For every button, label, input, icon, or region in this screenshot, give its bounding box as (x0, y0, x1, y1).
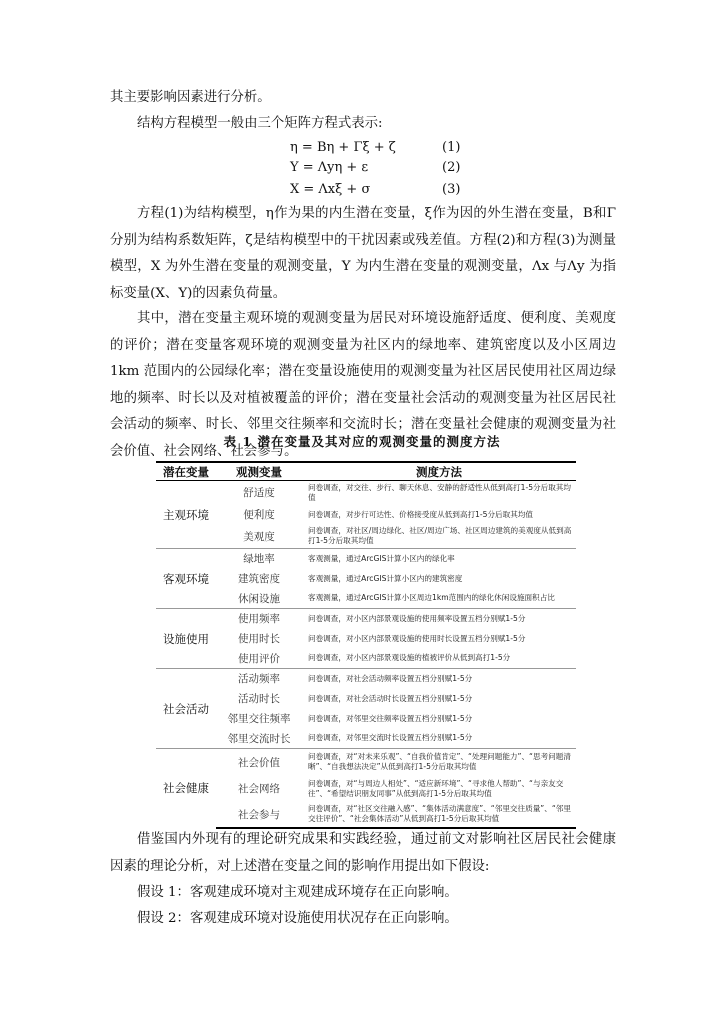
observed-cell: 绿地率 (216, 549, 302, 569)
table-row (156, 729, 576, 749)
table-row (156, 802, 576, 828)
observed-cell: 社会参与 (216, 802, 302, 828)
method-cell: 问卷调查，对步行可达性、价格接受度从低到高打1-5分后取其均值 (308, 509, 534, 519)
latent-cell: 社会健康 (156, 749, 216, 828)
table-header-row (156, 462, 576, 481)
method-cell: 客观测量，通过ArcGIS计算小区内的绿化率 (302, 549, 576, 569)
intro-line: 其主要影响因素进行分析。 (110, 90, 271, 105)
method-cell: 问卷调查，对邻里交往频率设置五档分别赋1-5分 (308, 713, 473, 723)
method-cell: 客观测量，通过ArcGIS计算小区周边1km范围内的绿化休闲设施面积占比 (308, 593, 555, 603)
hypothesis-1: 假设 1：客观建成环境对主观建成环境存在正向影响。 (137, 885, 458, 900)
observed-cell: 邻里交往频率 (227, 713, 291, 725)
measurement-table (156, 461, 576, 829)
hypothesis-2: 假设 2：客观建成环境对设施使用状况存在正向影响。 (137, 911, 458, 926)
table-row (156, 749, 576, 776)
equation-2 (290, 160, 470, 182)
observed-cell: 便利度 (243, 509, 275, 521)
equation-number: (1) (442, 140, 461, 155)
method-cell: 问卷调查，对“与周边人相处”、“适应新环境”、“寻求他人帮助”、“与亲友交往”、“希望结识朋友同事”从低到高打1-5分后取其均值 (308, 778, 564, 798)
observed-cell: 活动时长 (238, 693, 280, 705)
table-row (156, 649, 576, 669)
header-observed: 观测变量 (216, 462, 302, 481)
latent-paragraph: 其中，潜在变量主观环境的观测变量为居民对环境设施舒适度、便利度、美观度的评价；潜在变量客观环境的观测变量为社区内的绿地率、建筑密度以及小区周边 1km 范围内的公园绿化率；潜在变量设施使用的观测变量为社区居民使用社区周边绿地的频率、时长以及对植被覆盖的评价；潜在变量社会活动的观测变量为社区居民社会活动的频率、时长、邻里交往频率和交流时长；潜在变量社会健康的观测变量为社会价值、社会网络、社会参与。 (110, 311, 616, 459)
observed-cell: 美观度 (243, 530, 275, 543)
header-method: 测度方法 (302, 462, 576, 481)
method-cell: 问卷调查，对邻里交流时长设置五档分别赋1-5分 (308, 733, 473, 743)
table-row (156, 776, 576, 802)
header-latent: 潜在变量 (156, 462, 216, 481)
latent-cell: 主观环境 (156, 481, 216, 549)
table-row (156, 689, 576, 709)
latent-cell: 设施使用 (156, 609, 216, 669)
observed-cell: 休闲设施 (238, 592, 280, 605)
equation-formula: X = Λxξ + σ (290, 182, 371, 197)
table-row (156, 589, 576, 609)
observed-cell: 使用频率 (216, 609, 302, 629)
sem-intro: 结构方程模型一般由三个矩阵方程式表示: (137, 116, 383, 131)
observed-cell: 邻里交流时长 (227, 732, 291, 745)
table-row (156, 609, 576, 629)
equation-number: (3) (442, 182, 461, 197)
table-row (156, 569, 576, 589)
observed-cell: 使用评价 (238, 652, 280, 665)
method-cell: 问卷调查，对交往、步行、聊天休息、安静的舒适性从低到高打1-5分后取其均值 (302, 481, 576, 505)
method-cell: 问卷调查，对社会活动时长设置五档分别赋1-5分 (308, 693, 473, 703)
equation-formula: η = Bη + Γξ + ζ (290, 140, 396, 155)
method-cell: 问卷调查，对社区/周边绿化、社区/周边广场、社区周边建筑的美观度从低到高打1-5分后取其均值 (308, 526, 572, 546)
method-cell: 问卷调查，对小区内部景观设施的使用时长设置五档分别赋1-5分 (308, 633, 526, 643)
explain-paragraph: 方程(1)为结构模型，η作为果的内生潜在变量，ξ作为因的外生潜在变量，B和Γ分别为结构系数矩阵，ζ是结构模型中的干扰因素或残差值。方程(2)和方程(3)为测量模型，X 为外生潜在变量的观测变量，Y 为内生潜在变量的观测变量，Λx 与Λy 为指标变量(X、Y)的因素负荷量。 (110, 206, 616, 301)
observed-cell: 活动频率 (216, 669, 302, 689)
table-row (156, 505, 576, 525)
method-cell: 问卷调查，对“社区交往融入感”、“集体活动满意度”、“邻里交往质量”、“邻里交往评价”、“社会集体活动”从低到高打1-5分后取其均值 (302, 802, 576, 828)
table-row (156, 669, 576, 689)
latent-cell: 客观环境 (156, 549, 216, 609)
hypothesis-intro: 借鉴国内外现有的理论研究成果和实践经验，通过前文对影响社区居民社会健康因素的理论分析，对上述潜在变量之间的影响作用提出如下假设: (110, 832, 616, 874)
equation-1 (290, 140, 470, 162)
table-row (156, 481, 576, 505)
method-cell: 问卷调查，对小区内部景观设施的植被评价从低到高打1-5分 (308, 653, 511, 663)
table-row (156, 549, 576, 569)
observed-cell: 使用时长 (238, 633, 280, 645)
table-row (156, 629, 576, 649)
equation-formula: Y = Λyη + ε (290, 160, 369, 175)
table-row (156, 709, 576, 729)
table-row (156, 525, 576, 549)
method-cell: 问卷调查，对“对未来乐观”、“自我价值肯定”、“处理问题能力”、“思考问题清晰”、“自我想法决定”从低到高打1-5分后取其均值 (302, 749, 576, 776)
observed-cell: 社会网络 (238, 783, 280, 795)
method-cell: 问卷调查，对社会活动频率设置五档分别赋1-5分 (302, 669, 576, 689)
observed-cell: 社会价值 (216, 749, 302, 776)
observed-cell: 舒适度 (216, 481, 302, 505)
equation-number: (2) (442, 160, 461, 175)
latent-cell: 社会活动 (156, 669, 216, 749)
table-caption: 表 1 潜在变量及其对应的观测变量的测度方法 (223, 434, 501, 449)
method-cell: 问卷调查，对小区内部景观设施的使用频率设置五档分别赋1-5分 (302, 609, 576, 629)
observed-cell: 建筑密度 (238, 573, 280, 585)
method-cell: 客观测量，通过ArcGIS计算小区内的建筑密度 (308, 573, 463, 583)
